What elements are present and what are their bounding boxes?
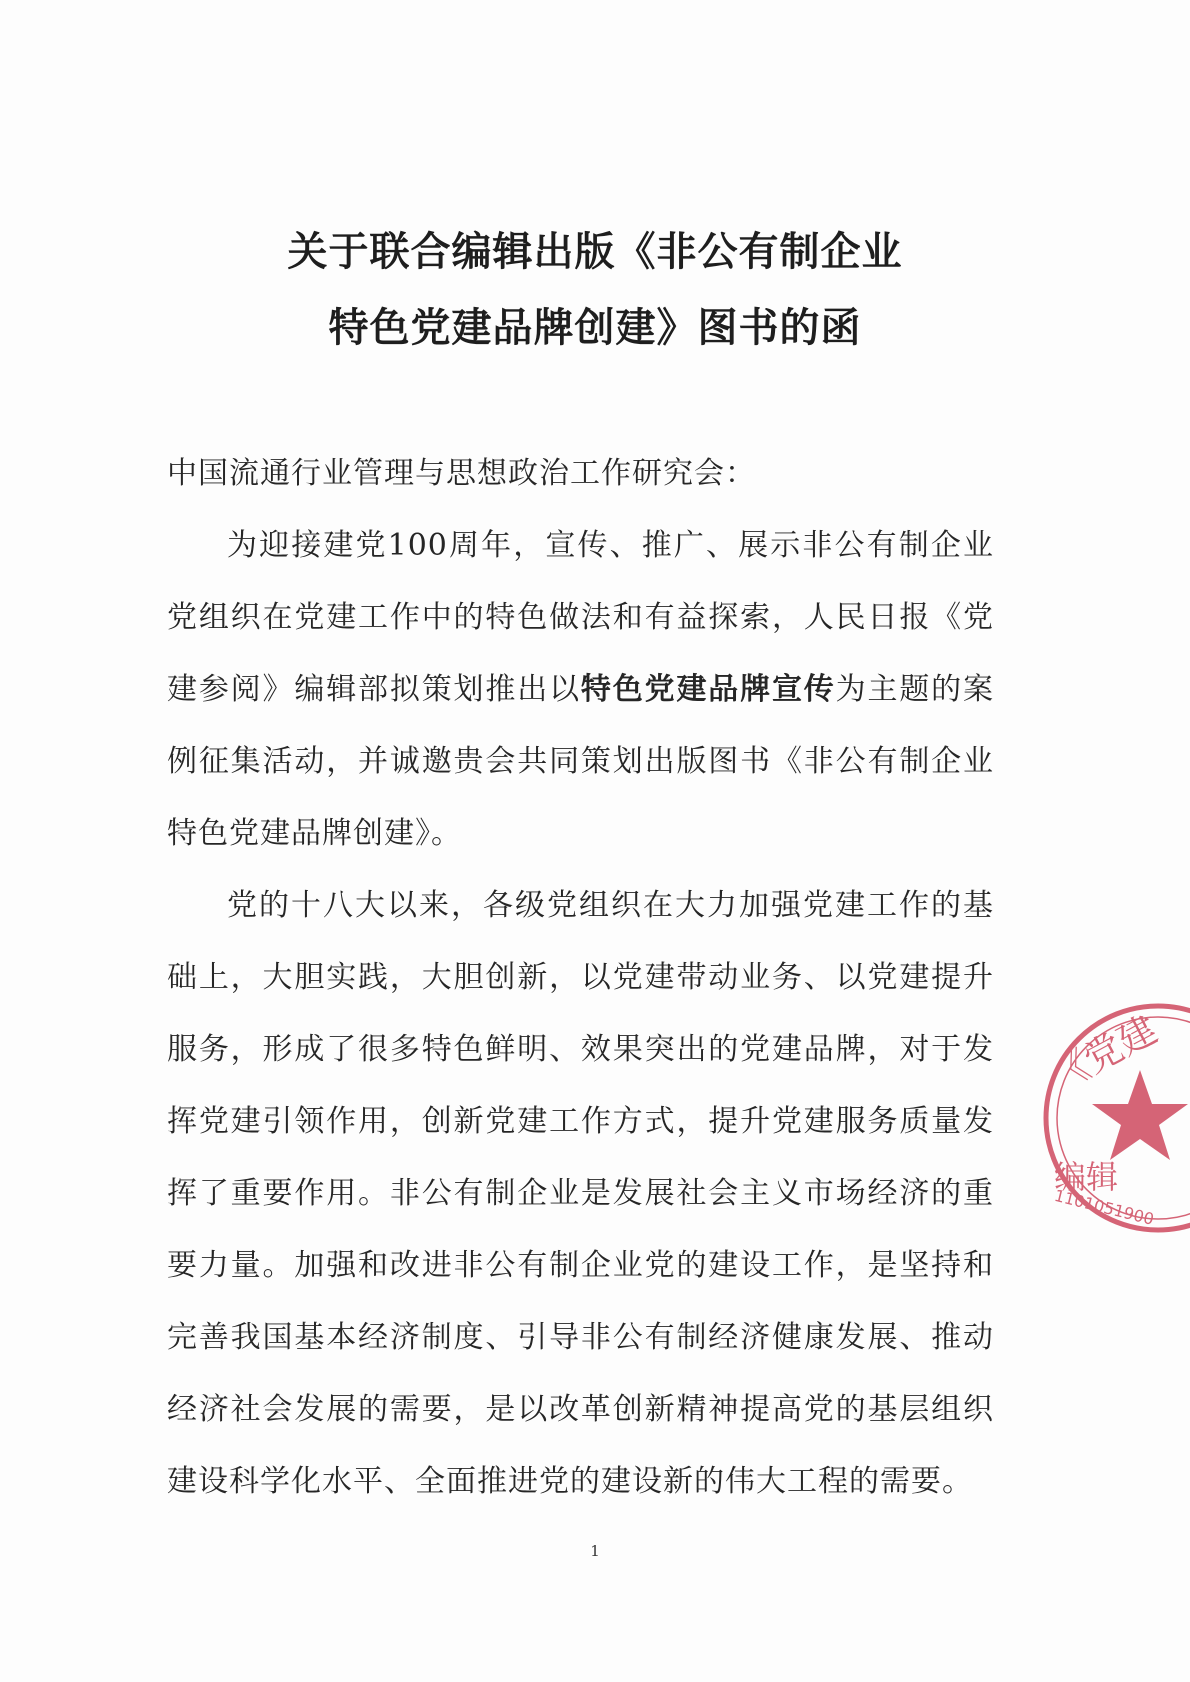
seal-graphic (1043, 1006, 1190, 1230)
seal-code: 1101051900 (1052, 1185, 1156, 1229)
document-title-line-2: 特色党建品牌创建》图书的函 (328, 305, 862, 351)
paragraph-1-text-a: 为迎接建党100周年，宣传、推广、展示非公有制企业党组织在党建工作中的特色做法和有益探索，人民日报《党建参阅》编辑部拟策划推出以 (167, 528, 994, 707)
seal-text-top: 《党建 (1042, 1007, 1165, 1100)
paragraph-1-text-b: 为主题的案例征集活动，并诚邀贵会共同策划出版图书《非公有制企业特色党建品牌创建》。 (167, 672, 995, 851)
page-number: 1 (590, 1542, 600, 1560)
salutation: 中国流通行业管理与思想政治工作研究会： (167, 456, 756, 491)
paragraph-1-emphasis: 特色党建品牌宣传 (580, 672, 836, 707)
seal-text-bottom: 编辑 (1054, 1158, 1119, 1196)
official-seal-stamp (1040, 1000, 1190, 1240)
document-title-line-1: 关于联合编辑出版《非公有制企业 (287, 229, 903, 275)
document-body (167, 438, 994, 1518)
paragraph-1 (167, 510, 994, 870)
seal-star-icon (1092, 1070, 1188, 1160)
paragraph-2: 党的十八大以来，各级党组织在大力加强党建工作的基础上，大胆实践，大胆创新，以党建带动业务、以党建提升服务，形成了很多特色鲜明、效果突出的党建品牌，对于发挥党建引领作用，创新党建工作方式，提升党建服务质量发挥了重要作用。非公有制企业是发展社会主义市场经济的重要力量。加强和改进非公有制企业党的建设工作，是坚持和完善我国基本经济制度、引导非公有制经济健康发展、推动经济社会发展的需要，是以改革创新精神提高党的基层组织建设科学化水平、全面推进党的建设新的伟大工程的需要。 (167, 888, 994, 1499)
